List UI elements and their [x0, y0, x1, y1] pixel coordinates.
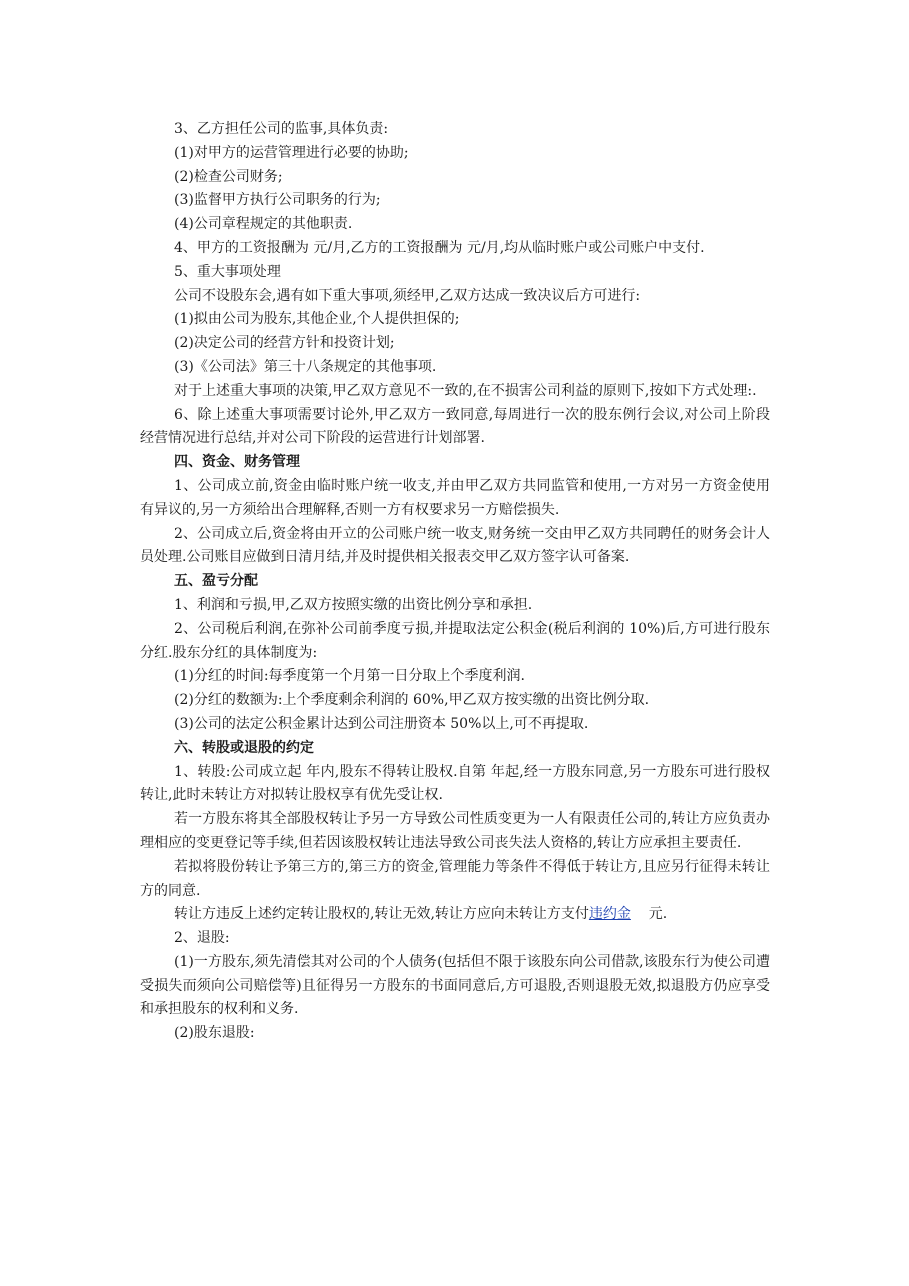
paragraph: 3、乙方担任公司的监事,具体负责:	[174, 121, 389, 137]
paragraph: (1)一方股东,须先清偿其对公司的个人债务(包括但不限于该股东向公司借款,该股东行为使公司遭受损失而须向公司赔偿等)且征得另一方股东的书面同意后,方可退股,否则退股无效,拟退股方仍应享受和承担股东的权利和义务.	[140, 953, 770, 1018]
paragraph: (1)对甲方的运营管理进行必要的协助;	[174, 144, 409, 161]
section-heading: 四、资金、财务管理	[174, 454, 300, 471]
paragraph: (3)《公司法》第三十八条规定的其他事项.	[174, 358, 437, 375]
paragraph: (4)公司章程规定的其他职责.	[174, 216, 353, 233]
document-page	[140, 118, 770, 1046]
paragraph: (3)监督甲方执行公司职务的行为;	[174, 192, 381, 209]
paragraph: 若拟将股份转让予第三方的,第三方的资金,管理能力等条件不得低于转让方,且应另行征得未转让方的同意.	[140, 858, 770, 899]
penalty-link[interactable]: 违约金	[588, 906, 631, 923]
paragraph: (1)拟由公司为股东,其他企业,个人提供担保的;	[174, 311, 460, 328]
paragraph: (2)决定公司的经营方针和投资计划;	[174, 335, 395, 352]
link-text-after: 元.	[630, 906, 668, 923]
paragraph: (2)分红的数额为:上个季度剩余利润的 60%,甲乙双方按实缴的出资比例分取.	[174, 692, 650, 709]
section-heading: 五、盈亏分配	[174, 573, 258, 590]
paragraph: 2、退股:	[174, 930, 230, 947]
paragraph: 1、公司成立前,资金由临时账户统一收支,并由甲乙双方共同监管和使用,一方对另一方资金使用有异议的,另一方须给出合理解释,否则一方有权要求另一方赔偿损失.	[140, 477, 770, 518]
paragraph: 1、转股:公司成立起 年内,股东不得转让股权.自第 年起,经一方股东同意,另一方股东可进行股权转让,此时未转让方对拟转让股权享有优先受让权.	[140, 763, 770, 804]
paragraph: 对于上述重大事项的决策,甲乙双方意见不一致的,在不损害公司利益的原则下,按如下方式处理:.	[174, 382, 757, 399]
paragraph-with-link	[140, 903, 770, 927]
paragraph: (1)分红的时间:每季度第一个月第一日分取上个季度利润.	[174, 668, 525, 685]
paragraph: (2)检查公司财务;	[174, 168, 283, 185]
paragraph: 4、甲方的工资报酬为 元/月,乙方的工资报酬为 元/月,均从临时账户或公司账户中支付.	[174, 239, 705, 256]
paragraph: 公司不设股东会,遇有如下重大事项,须经甲,乙双方达成一致决议后方可进行:	[174, 287, 641, 304]
paragraph: (3)公司的法定公积金累计达到公司注册资本 50%以上,可不再提取.	[174, 715, 589, 732]
paragraph: 2、公司税后利润,在弥补公司前季度亏损,并提取法定公积金(税后利润的 10%)后,方可进行股东分红.股东分红的具体制度为:	[140, 620, 770, 661]
paragraph: 1、利润和亏损,甲,乙双方按照实缴的出资比例分享和承担.	[174, 596, 533, 613]
section-heading: 六、转股或退股的约定	[174, 739, 314, 756]
paragraph: 6、除上述重大事项需要讨论外,甲乙双方一致同意,每周进行一次的股东例行会议,对公司上阶段经营情况进行总结,并对公司下阶段的运营进行计划部署.	[140, 406, 770, 447]
link-text-before: 转让方违反上述约定转让股权的,转让无效,转让方应向未转让方支付	[174, 906, 589, 923]
paragraph: 5、重大事项处理	[174, 263, 281, 280]
paragraph: (2)股东退股:	[174, 1025, 255, 1042]
paragraph: 2、公司成立后,资金将由开立的公司账户统一收支,财务统一交由甲乙双方共同聘任的财务会计人员处理.公司账目应做到日清月结,并及时提供相关报表交甲乙双方签字认可备案.	[140, 525, 770, 566]
paragraph: 若一方股东将其全部股权转让予另一方导致公司性质变更为一人有限责任公司的,转让方应负责办理相应的变更登记等手续,但若因该股权转让违法导致公司丧失法人资格的,转让方应承担主要责任.	[140, 811, 770, 851]
